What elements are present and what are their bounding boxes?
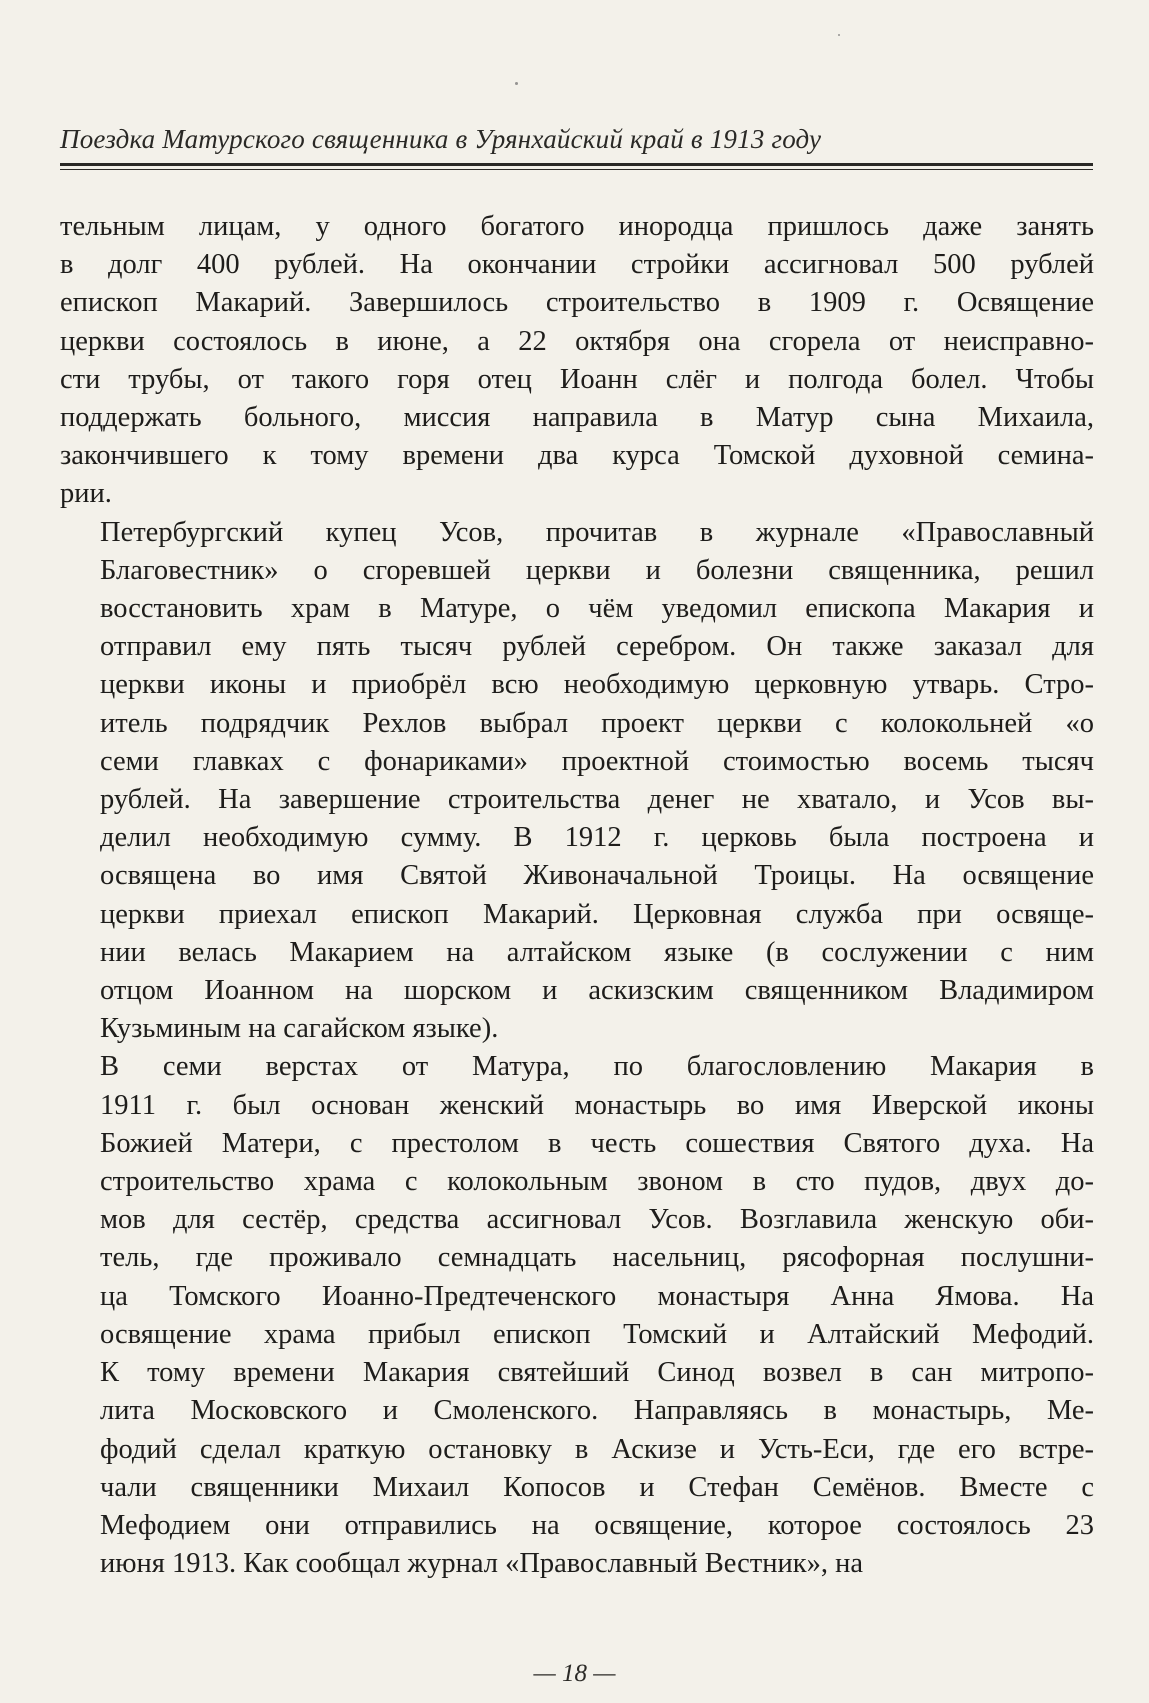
text-line: фодий сделал краткую остановку в Аскизе и Усть-Еси, где его встре-: [100, 1433, 1094, 1465]
text-line: семи главках с фонариками» проектной стоимостью восемь тысяч: [100, 745, 1094, 777]
text-line: рублей. На завершение строительства денег не хватало, и Усов вы-: [100, 784, 1094, 816]
text-line: освящена во имя Святой Живоначальной Троицы. На освящение: [100, 860, 1094, 892]
text-line: строительство храма с колокольным звоном в сто пудов, двух до-: [100, 1166, 1094, 1198]
paper-speck: [515, 82, 518, 85]
text-line: отцом Иоанном на шорском и аскизским священником Владимиром: [100, 975, 1094, 1007]
text-line: В семи верстах от Матура, по благословлению Макария в: [100, 1051, 1094, 1083]
page-number: — 18 —: [533, 1660, 616, 1687]
text-line: тель, где проживало семнадцать насельниц, рясофорная послушни-: [100, 1242, 1094, 1274]
text-line: церкви иконы и приобрёл всю необходимую церковную утварь. Стро-: [100, 669, 1094, 701]
text-line: июня 1913. Как сообщал журнал «Православный Вестник», на: [100, 1548, 864, 1580]
text-line: сти трубы, от такого горя отец Иоанн слёг и полгода болел. Чтобы: [60, 363, 1094, 395]
text-line: нии велась Макарием на алтайском языке (в сослужении с ним: [100, 936, 1094, 968]
text-line: лита Московского и Смоленского. Направляясь в монастырь, Ме-: [100, 1395, 1094, 1427]
text-line: церкви приехал епископ Макарий. Церковная служба при освяще-: [100, 898, 1094, 930]
text-line: восстановить храм в Матуре, о чём уведомил епископа Макария и: [100, 593, 1094, 625]
text-line: делил необходимую сумму. В 1912 г. церковь была построена и: [100, 822, 1094, 854]
text-line: К тому времени Макария святейший Синод возвел в сан митропо-: [100, 1357, 1094, 1389]
text-line: Божией Матери, с престолом в честь сошествия Святого духа. На: [100, 1127, 1094, 1159]
text-line: освящение храма прибыл епископ Томский и Алтайский Мефодий.: [100, 1318, 1094, 1350]
text-line: Благовестник» о сгоревшей церкви и болезни священника, решил: [100, 554, 1094, 586]
text-line: ца Томского Иоанно-Предтеченского монастыря Анна Ямова. На: [100, 1280, 1094, 1312]
body-text: [60, 208, 1094, 1583]
paragraph: [60, 1048, 1094, 1583]
text-line: поддержать больного, миссия направила в Матур сына Михаила,: [60, 402, 1094, 434]
header-rule-thin: [60, 169, 1093, 170]
text-line: рии.: [60, 478, 112, 510]
text-line: тельным лицам, у одного богатого инородца пришлось даже занять: [60, 211, 1094, 242]
text-line: в долг 400 рублей. На окончании стройки ассигновал 500 рублей: [60, 249, 1094, 281]
paragraph: [60, 208, 1094, 514]
text-line: Петербургский купец Усов, прочитав в журнале «Православный: [100, 516, 1094, 548]
text-line: отправил ему пять тысяч рублей серебром. Он также заказал для: [100, 631, 1094, 663]
paragraph: [60, 514, 1094, 1049]
text-line: церкви состоялось в июне, а 22 октября она сгорела от неисправно-: [60, 325, 1094, 357]
text-line: 1911 г. был основан женский монастырь во имя Иверской иконы: [100, 1089, 1094, 1121]
text-line: итель подрядчик Рехлов выбрал проект церкви с колокольней «о: [100, 707, 1094, 739]
text-line: чали священники Михаил Копосов и Стефан Семёнов. Вместе с: [100, 1471, 1094, 1503]
text-line: мов для сестёр, средства ассигновал Усов. Возглавила женскую оби-: [100, 1204, 1094, 1236]
text-line: закончившего к тому времени два курса Томской духовной семина-: [60, 440, 1094, 472]
text-line: епископ Макарий. Завершилось строительство в 1909 г. Освящение: [60, 287, 1094, 319]
paper-speck: [838, 34, 840, 36]
text-line: Мефодием они отправились на освящение, которое состоялось 23: [100, 1509, 1094, 1541]
text-line: Кузьминым на сагайском языке).: [100, 1013, 499, 1045]
header-rule-thick: [60, 163, 1093, 166]
running-head: Поездка Матурского священника в Урянхайский край в 1913 году: [60, 124, 822, 154]
